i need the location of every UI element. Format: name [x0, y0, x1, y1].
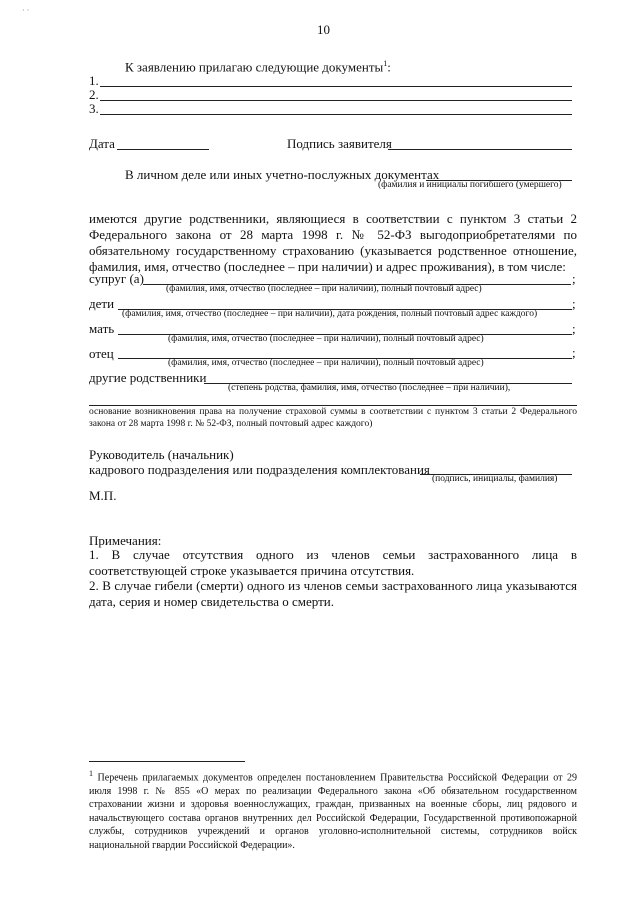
- father-label: отец: [89, 346, 114, 361]
- personal-file-text: В личном деле или иных учетно-послужных документах: [125, 167, 440, 182]
- children-caption: (фамилия, имя, отчество (последнее – при наличии), дата рождения, полный почтовый адрес каждого): [122, 309, 538, 319]
- date-line: [117, 149, 209, 150]
- attachments-heading: К заявлению прилагаю следующие документы$^1$:: [125, 59, 391, 75]
- mother-line-end: ;: [572, 321, 576, 336]
- note-1: 1. В случае отсутствия одного из членов семьи застрахованного лица в соответствующей строке указывается причина отсутствия.: [89, 547, 577, 578]
- footnote-text: Перечень прилагаемых документов определен постановлением Правительства Российской Федерации от 29 июля 1998 г. № 855 «О мерах по реализации Федерального закона «Об обязательном государственном страховании жизни и здоровья военнослужащих, граждан, призванных на военные сборы, лиц рядового и начальствующего состава органов внутренних дел Российской Федерации, Государственной противопожарной службы, сотрудников учреждений и органов уголовно-исполнительной системы, сотрудников войск национальной гвардии Российской Федерации».: [89, 772, 578, 851]
- attachment-item-3-line: [100, 114, 572, 115]
- notes-title: Примечания:: [89, 533, 162, 548]
- basis-caption: основание возникновения права на получение страховой суммы в соответствии с пунктом 3 статьи 2 Федерального закона от 28 марта 1998 г. № 52-ФЗ, полный почтовый адрес каждого): [89, 407, 577, 429]
- mother-caption: (фамилия, имя, отчество (последнее – при наличии), полный почтовый адрес): [168, 334, 484, 344]
- footnote: [89, 767, 577, 852]
- head-signature-caption: (подпись, инициалы, фамилия): [432, 474, 558, 484]
- applicant-signature-label: Подпись заявителя: [287, 136, 392, 151]
- attachment-item-2-number: 2.: [89, 87, 99, 102]
- attachment-item-1-line: [100, 86, 572, 87]
- spouse-label: супруг (а): [89, 271, 144, 286]
- children-line-end: ;: [572, 296, 576, 311]
- spouse-caption: (фамилия, имя, отчество (последнее – при наличии), полный почтовый адрес): [166, 284, 482, 294]
- children-label: дети: [89, 296, 115, 311]
- note-2: 2. В случае гибели (смерти) одного из членов семьи застрахованного лица указываются дата, серия и номер свидетельства о смерти.: [89, 578, 577, 609]
- footnote-mark: 1: [89, 769, 93, 778]
- footnote-reference: 1: [383, 59, 388, 68]
- scan-artifact: · ·: [22, 6, 30, 15]
- other-relatives-label: другие родственники: [89, 370, 207, 385]
- other-relatives-caption: (степень родства, фамилия, имя, отчество (последнее – при наличии),: [228, 383, 511, 393]
- mother-label: мать: [89, 321, 115, 336]
- head-title-line2: кадрового подразделения или подразделения комплектования: [89, 462, 430, 477]
- attachment-item-2-line: [100, 100, 572, 101]
- attachment-item-1-number: 1.: [89, 73, 99, 88]
- attachment-item-3-number: 3.: [89, 101, 99, 116]
- stamp-place-label: М.П.: [89, 488, 117, 503]
- footnote-separator: [89, 761, 245, 762]
- father-caption: (фамилия, имя, отчество (последнее – при наличии), полный почтовый адрес): [168, 358, 484, 368]
- father-line-end: ;: [572, 345, 576, 360]
- spouse-line-end: ;: [572, 271, 576, 286]
- applicant-signature-line: [388, 149, 572, 150]
- page-number: 10: [317, 22, 330, 37]
- date-label: Дата: [89, 136, 115, 151]
- deceased-name-caption: (фамилия и инициалы погибшего (умершего): [378, 180, 562, 190]
- head-title-line1: Руководитель (начальник): [89, 447, 234, 462]
- relatives-paragraph: имеются другие родственники, являющиеся в соответствии с пунктом 3 статьи 2 Федерального закона от 28 марта 1998 г. № 52-ФЗ выгодоприобретателями по обязательному государственному страхованию (указывается родственное отношение, фамилия, имя, отчество (последнее – при наличии) и адрес проживания), в том числе:: [89, 211, 577, 274]
